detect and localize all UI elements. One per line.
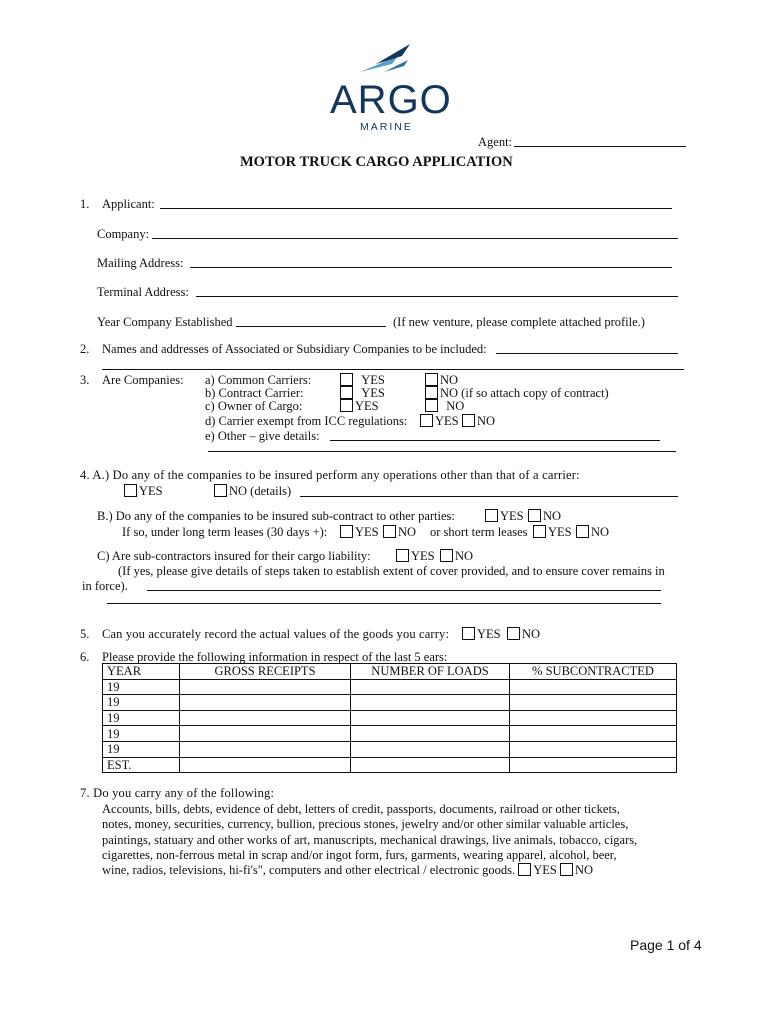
q3a-yes[interactable]: YES <box>340 373 385 388</box>
q4b-short-yes[interactable]: YES <box>533 525 572 540</box>
q4c-yes[interactable]: YES <box>396 549 435 564</box>
q7-no[interactable]: NO <box>560 863 593 877</box>
q2-number: 2. <box>80 342 90 356</box>
year-cell: 19 <box>103 710 180 726</box>
q7-line: paintings, statuary and other works of art, manuscripts, mechanical drawings, live animals, tobacco, cigars, <box>102 832 638 847</box>
q4c-details-field-2[interactable] <box>107 603 661 604</box>
table-row <box>103 695 677 711</box>
checkbox-icon[interactable] <box>462 414 475 427</box>
cell[interactable] <box>180 679 351 695</box>
q7-line: Accounts, bills, debts, evidence of debt, letters of credit, passports, documents, railroad or other tickets, <box>102 802 620 816</box>
table-row <box>103 679 677 695</box>
checkbox-icon[interactable] <box>560 863 573 876</box>
q4c-note-2: in force). <box>82 579 128 593</box>
year-cell: EST. <box>103 757 180 773</box>
cell[interactable] <box>510 695 677 711</box>
applicant-label: Applicant: <box>102 197 155 211</box>
q4b-short-no[interactable]: NO <box>576 525 609 540</box>
q2-text: Names and addresses of Associated or Subsidiary Companies to be included: <box>102 342 487 356</box>
q4c-no[interactable]: NO <box>440 549 473 564</box>
q7-line: notes, money, securities, currency, bullion, precious stones, jewelry and/or other similar valuable articles, <box>102 817 629 832</box>
q3c-yes[interactable]: YES <box>340 399 379 414</box>
cell[interactable] <box>510 679 677 695</box>
q4c-details-field[interactable] <box>147 590 661 591</box>
page-title: MOTOR TRUCK CARGO APPLICATION <box>240 154 513 170</box>
logo-subtitle: MARINE <box>360 121 413 133</box>
q7-line: wine, radios, televisions, hi-fi's", computers and other electrical / electronic goods. YES NO <box>102 863 594 878</box>
checkbox-icon[interactable] <box>518 863 531 876</box>
table-row <box>103 710 677 726</box>
checkbox-icon[interactable] <box>425 386 438 399</box>
checkbox-icon[interactable] <box>425 399 438 412</box>
q6-text: Please provide the following information in respect of the last 5 ears: <box>102 650 448 664</box>
cell[interactable] <box>180 710 351 726</box>
year-label: Year Company Established <box>97 315 233 329</box>
checkbox-icon[interactable] <box>462 627 475 640</box>
q3d-label: d) Carrier exempt from ICC regulations: <box>205 414 408 428</box>
cell[interactable] <box>180 757 351 773</box>
table-header-row <box>103 664 677 680</box>
col-year: YEAR <box>103 664 180 680</box>
q4c-note: (If yes, please give details of steps taken to establish extent of cover provided, and to ensure cover remains in <box>118 564 665 578</box>
cell[interactable] <box>351 741 510 757</box>
q3-label: Are Companies: <box>102 373 184 387</box>
col-subcontracted: % SUBCONTRACTED <box>510 664 677 680</box>
q5-yes[interactable]: YES <box>462 627 501 642</box>
checkbox-icon[interactable] <box>340 525 353 538</box>
checkbox-icon[interactable] <box>124 484 137 497</box>
q4b-text: B.) Do any of the companies to be insured sub-contract to other parties: <box>97 509 455 523</box>
q4b-long-text: If so, under long term leases (30 days +): <box>122 525 328 539</box>
year-field[interactable] <box>236 326 386 327</box>
agent-field[interactable] <box>514 146 686 147</box>
q4a-no[interactable]: NO (details) <box>214 484 291 499</box>
terminal-field[interactable] <box>196 296 678 297</box>
checkbox-icon[interactable] <box>340 399 353 412</box>
q5-no[interactable]: NO <box>507 627 540 642</box>
q4b-no[interactable]: NO <box>528 509 561 524</box>
q4b-long-no[interactable]: NO <box>383 525 416 540</box>
associated-companies-field[interactable] <box>496 353 678 354</box>
agent-label: Agent: <box>478 135 513 149</box>
q3d-no[interactable]: NO <box>462 414 495 429</box>
q4a-text: 4. A.) Do any of the companies to be insured perform any operations other than that of a carrier: <box>80 468 580 482</box>
checkbox-icon[interactable] <box>485 509 498 522</box>
q7-line: cigarettes, non-ferrous metal in scrap and/or ingot form, furs, garments, wearing apparel, alcohol, beer, <box>102 847 617 862</box>
q4a-details-field[interactable] <box>300 496 678 497</box>
checkbox-icon[interactable] <box>214 484 227 497</box>
q3e-field[interactable] <box>330 440 660 441</box>
table-row <box>103 757 677 773</box>
year-cell: 19 <box>103 679 180 695</box>
year-cell: 19 <box>103 695 180 711</box>
checkbox-icon[interactable] <box>533 525 546 538</box>
checkbox-icon[interactable] <box>425 373 438 386</box>
table-row <box>103 741 677 757</box>
associated-companies-field-2[interactable] <box>102 369 684 370</box>
cell[interactable] <box>351 726 510 742</box>
q7-title: 7. Do you carry any of the following: <box>80 786 275 800</box>
year-cell: 19 <box>103 726 180 742</box>
q3b-no[interactable]: NO (if so attach copy of contract) <box>425 386 609 401</box>
checkbox-icon[interactable] <box>396 549 409 562</box>
q1-number: 1. <box>80 197 90 211</box>
q3a-label: a) Common Carriers: <box>205 373 312 387</box>
q4c-text: C) Are sub-contractors insured for their cargo liability: <box>97 549 371 563</box>
q3c-no[interactable]: NO <box>425 399 464 414</box>
q3b-yes[interactable]: YES <box>340 386 385 401</box>
terminal-label: Terminal Address: <box>97 285 189 299</box>
company-label: Company: <box>97 227 150 241</box>
applicant-field[interactable] <box>160 208 672 209</box>
checkbox-icon[interactable] <box>528 509 541 522</box>
receipts-table <box>102 663 677 773</box>
checkbox-icon[interactable] <box>383 525 396 538</box>
cell[interactable] <box>510 757 677 773</box>
checkbox-icon[interactable] <box>340 386 353 399</box>
q3c-label: c) Owner of Cargo: <box>205 399 303 413</box>
checkbox-icon[interactable] <box>576 525 589 538</box>
cell[interactable] <box>351 695 510 711</box>
year-cell: 19 <box>103 741 180 757</box>
company-field[interactable] <box>152 238 678 239</box>
q4b-short-text: or short term leases <box>430 525 528 539</box>
checkbox-icon[interactable] <box>507 627 520 640</box>
checkbox-icon[interactable] <box>440 549 453 562</box>
cell[interactable] <box>510 741 677 757</box>
q3e-label: e) Other – give details: <box>205 429 320 443</box>
q6-number: 6. <box>80 650 90 664</box>
cell[interactable] <box>510 726 677 742</box>
cell[interactable] <box>510 710 677 726</box>
mailing-field[interactable] <box>190 267 672 268</box>
page-number: Page 1 of 4 <box>630 937 702 953</box>
cell[interactable] <box>351 757 510 773</box>
q3b-label: b) Contract Carrier: <box>205 386 304 400</box>
q3-number: 3. <box>80 373 90 387</box>
table-row <box>103 726 677 742</box>
q5-text: Can you accurately record the actual values of the goods you carry: <box>102 627 450 641</box>
checkbox-icon[interactable] <box>340 373 353 386</box>
year-note: (If new venture, please complete attached profile.) <box>393 315 645 329</box>
logo-name: ARGO <box>330 78 452 122</box>
cell[interactable] <box>180 726 351 742</box>
q3e-field-2[interactable] <box>208 451 676 452</box>
cell[interactable] <box>180 741 351 757</box>
q3a-no[interactable]: NO <box>425 373 458 388</box>
q4b-yes[interactable]: YES <box>485 509 524 524</box>
col-gross-receipts: GROSS RECEIPTS <box>180 664 351 680</box>
q5-number: 5. <box>80 627 90 641</box>
cell[interactable] <box>351 679 510 695</box>
cell[interactable] <box>180 695 351 711</box>
q7-yes[interactable]: YES <box>518 863 557 877</box>
q3d-yes[interactable]: YES <box>420 414 459 429</box>
cell[interactable] <box>351 710 510 726</box>
argo-logo-mark <box>358 42 418 82</box>
q7-paragraph <box>102 802 637 878</box>
q4a-yes[interactable]: YES <box>124 484 163 499</box>
col-number-of-loads: NUMBER OF LOADS <box>351 664 510 680</box>
checkbox-icon[interactable] <box>420 414 433 427</box>
q4b-long-yes[interactable]: YES <box>340 525 379 540</box>
mailing-label: Mailing Address: <box>97 256 184 270</box>
